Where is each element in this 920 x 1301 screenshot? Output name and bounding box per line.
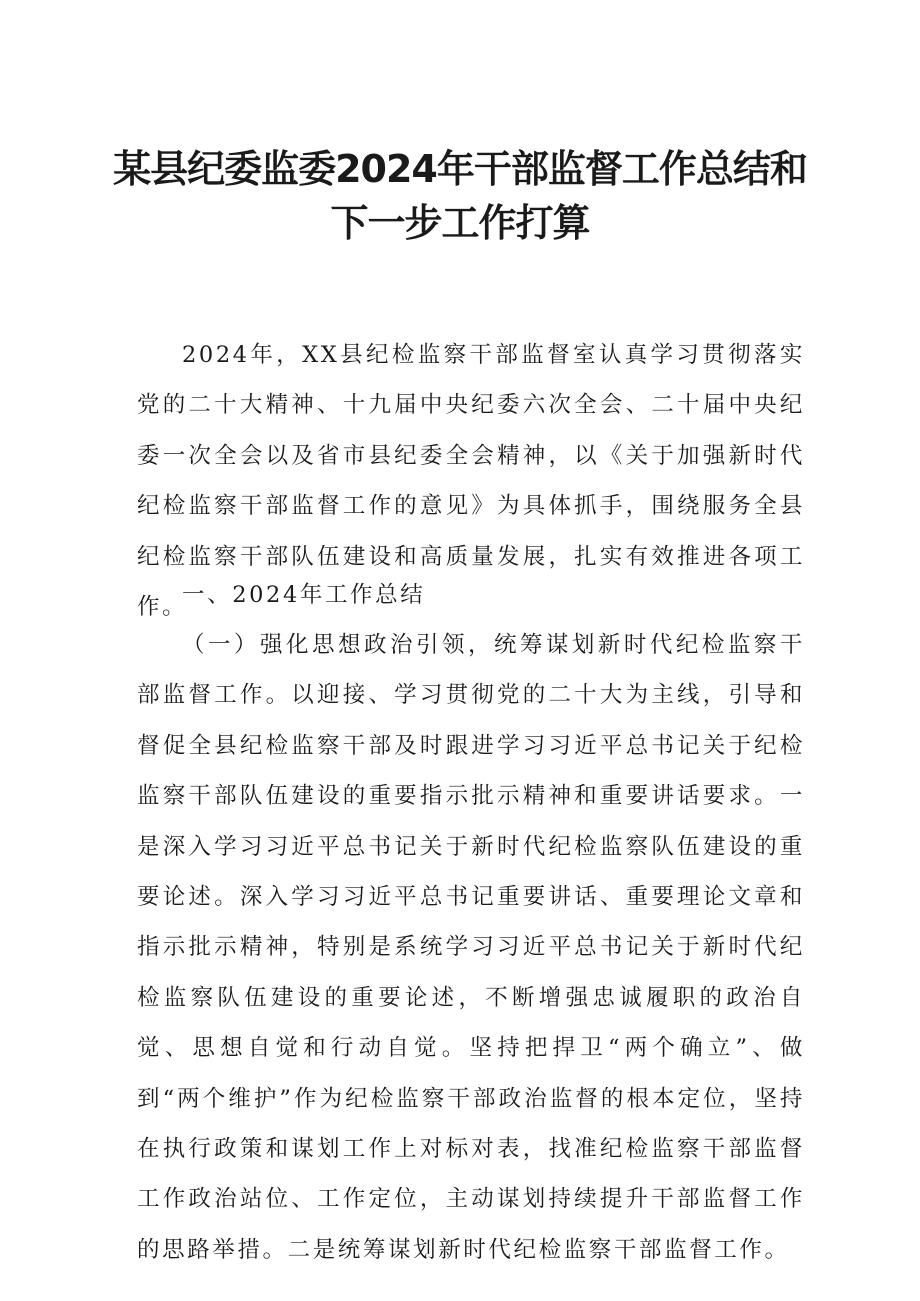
section-paragraph: （一）强化思想政治引领，统筹谋划新时代纪检监察干部监督工作。以迎接、学习贯彻党的二十大为主线，引导和督促全县纪检监察干部及时跟进学习习近平总书记关于纪检监察干部队伍建设的重要指示批示精神和重要讲话要求。一是深入学习习近平总书记关于新时代纪检监察队伍建设的重要论述。深入学习习近平总书记重要讲话、重要理论文章和指示批示精神，特别是系统学习习近平总书记关于新时代纪检监察队伍建设的重要论述，不断增强忠诚履职的政治自觉、思想自觉和行动自觉。坚持把捍卫“两个确立”、做到“两个维护”作为纪检监察干部政治监督的根本定位，坚持在执行政策和谋划工作上对标对表，找准纪检监察干部监督工作政治站位、工作定位，主动谋划持续提升干部监督工作的思路举措。二是统筹谋划新时代纪检监察干部监督工作。: [137, 632, 805, 1263]
intro-paragraph: 2024年，XX县纪检监察干部监督室认真学习贯彻落实党的二十大精神、十九届中央纪委六次全会、二十届中央纪委一次全会以及省市县纪委全会精神，以《关于加强新时代纪检监察干部监督工作的意见》为具体抓手，围绕服务全县纪检监察干部队伍建设和高质量发展，扎实有效推进各项工作。: [137, 342, 805, 621]
document-title-line1: 某县纪委监委2024年干部监督工作总结和: [113, 147, 807, 191]
section-heading: 一、2024年工作总结: [182, 582, 426, 608]
document-title-line2: 下一步工作打算: [330, 201, 590, 245]
